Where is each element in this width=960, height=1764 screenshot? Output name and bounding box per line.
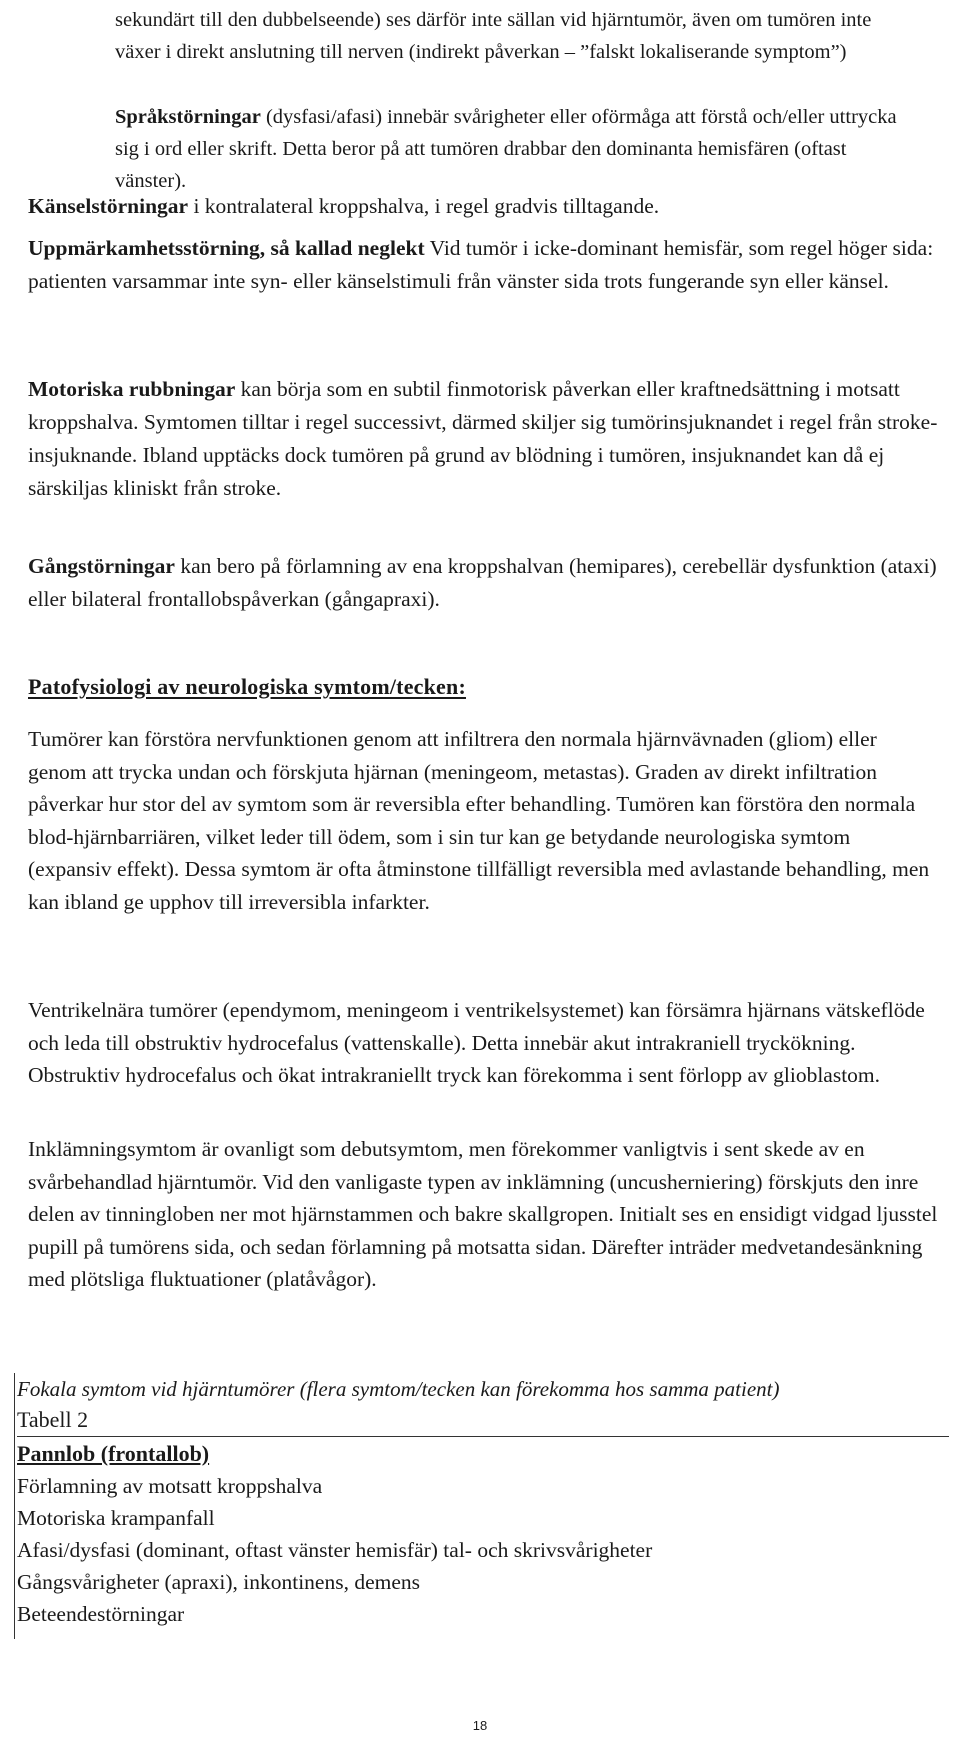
sprak-paragraph (115, 101, 915, 197)
pato-paragraph-1: Tumörer kan förstöra nervfunktionen genom att infiltrera den normala hjärnvävnaden (gliom) eller genom att trycka undan och förskjuta hjärnan (meningeom, metastas). Graden av direkt infiltration påverkar hur stor del av symtom som är reversibla efter behandling. Tumören kan förstöra den normala blod-hjärnbarriären, vilket leder till ödem, som i sin tur kan ge betydande neurologiska symtom (expansiv effekt). Dessa symtom är ofta åtminstone tillfälligt reversibla med avlastande behandling, men kan ibland ge upphov till irreversibla infarkter. (28, 727, 930, 914)
sprak-text: (dysfasi/afasi) innebär svårigheter eller oförmåga att förstå och/eller uttrycka sig i ord eller skrift. Detta beror på att tumören drabbar den dominanta hemisfären (oftast vänster). (115, 106, 897, 192)
intro-paragraph: sekundärt till den dubbelseende) ses därför inte sällan vid hjärntumör, även om tumören inte växer i direkt anslutning till nerven (indirekt påverkan – ”falskt lokaliserande symptom”) (115, 9, 872, 63)
neglekt-lead: Uppmärkamhetsstörning, så kallad neglekt (28, 236, 425, 260)
neglekt-paragraph (28, 232, 938, 298)
neglekt-text: Vid tumör i icke-dominant hemisfär, som regel höger sida: patienten varsammar inte syn- eller känselstimuli från vänster sida trots fungerande syn eller känsel. (28, 236, 934, 293)
sprak-lead: Språkstörningar (115, 106, 261, 128)
table-row: Förlamning av motsatt kroppshalva (17, 1474, 323, 1498)
table-row: Afasi/dysfasi (dominant, oftast vänster hemisfär) tal- och skrivsvårigheter (17, 1538, 653, 1562)
gang-text: kan bero på förlamning av ena kroppshalvan (hemipares), cerebellär dysfunktion (ataxi) eller bilateral frontallobspåverkan (gångapraxi). (28, 554, 937, 611)
gang-paragraph (28, 550, 938, 616)
gang-lead: Gångstörningar (28, 554, 175, 578)
kansel-text: i kontralateral kroppshalva, i regel gradvis tilltagande. (188, 194, 660, 218)
table-caption: Fokala symtom vid hjärntumörer (flera symtom/tecken kan förekomma hos samma patient) (17, 1377, 780, 1401)
page-number: 18 (472, 1718, 488, 1733)
table-row: Beteendestörningar (17, 1602, 185, 1626)
motor-paragraph (28, 373, 938, 505)
kansel-lead: Känselstörningar (28, 194, 189, 218)
kansel-paragraph (28, 190, 938, 223)
section-heading: Patofysiologi av neurologiska symtom/tecken: (28, 674, 466, 699)
pato-paragraph-2: Ventrikelnära tumörer (ependymom, meningeom i ventrikelsystemet) kan försämra hjärnans vätskeflöde och leda till obstruktiv hydrocefalus (vattenskalle). Detta innebär akut intrakraniell tryckökning. Obstruktiv hydrocefalus och ökat intrakraniellt tryck kan förekomma i sent förlopp av glioblastom. (28, 998, 925, 1087)
table-row: Gångsvårigheter (apraxi), inkontinens, demens (17, 1570, 420, 1594)
motor-text: kan börja som en subtil finmotorisk påverkan eller kraftnedsättning i motsatt kroppshalva. Symtomen tilltar i regel successivt, därmed skiljer sig tumörinsjuknandet i regel från stroke-insjuknande. Ibland upptäcks dock tumören på grund av blödning i tumören, insjuknandet kan då ej särskiljas kliniskt från stroke. (28, 377, 938, 500)
table-section-heading: Pannlob (frontallob) (17, 1441, 210, 1466)
motor-lead: Motoriska rubbningar (28, 377, 236, 401)
table-row: Motoriska krampanfall (17, 1506, 215, 1530)
table-title: Tabell 2 (17, 1404, 949, 1437)
symptom-table (14, 1373, 951, 1639)
pato-paragraph-3: Inklämningsymtom är ovanligt som debutsymtom, men förekommer vanligtvis i sent skede av en svårbehandlad hjärntumör. Vid den vanligaste typen av inklämning (uncusherniering) förskjuts den inre delen av tinningloben ner mot hjärnstammen och bakre skallgropen. Initialt ses en ensidigt vidgad ljusstel pupill på tumörens sida, och sedan förlamning på motsatta sidan. Därefter inträder medvetandesänkning med plötsliga fluktuationer (platåvågor). (28, 1137, 938, 1291)
